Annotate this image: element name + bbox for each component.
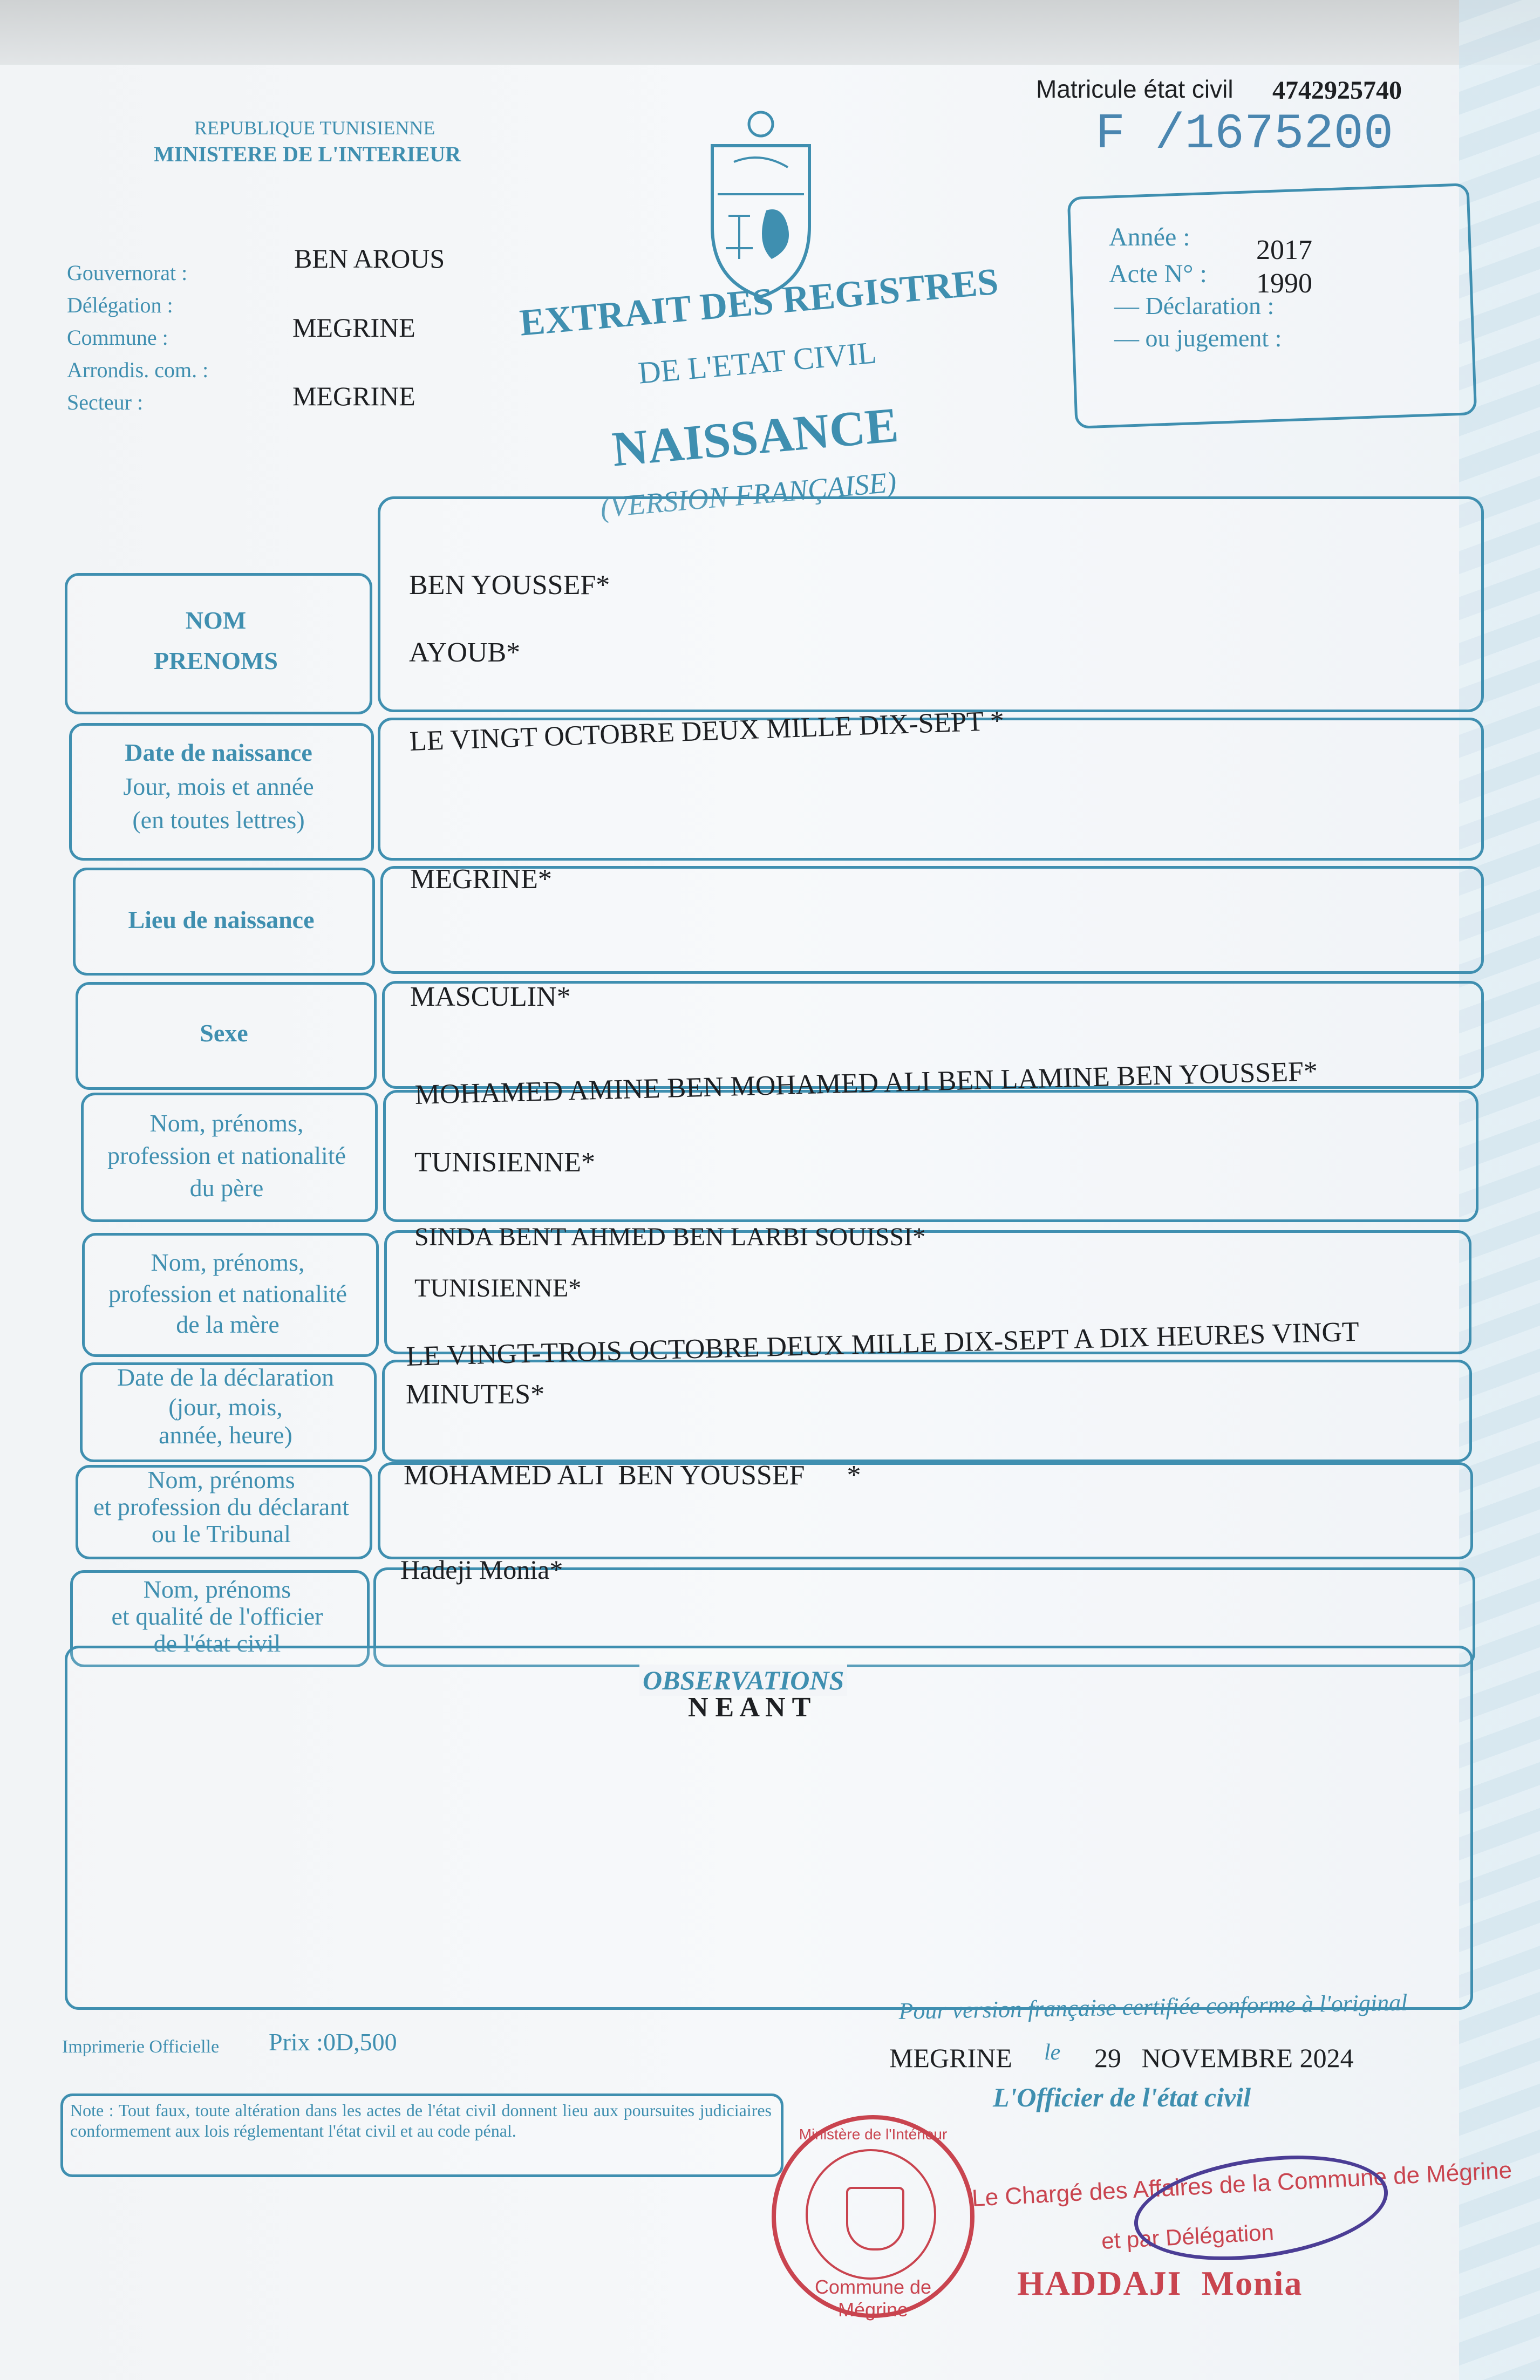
- le-label: le: [1044, 2040, 1061, 2065]
- observations-value: N E A N T: [688, 1692, 811, 1723]
- mere-label-1: Nom, prénoms,: [151, 1249, 305, 1276]
- ministry-label: MINISTERE DE L'INTERIEUR: [154, 142, 461, 166]
- officier-value: Hadeji Monia*: [400, 1554, 563, 1585]
- declarant-label-3: ou le Tribunal: [151, 1520, 291, 1547]
- lieu-value: MEGRINE*: [410, 864, 552, 895]
- lieu-label: Lieu de naissance: [128, 906, 315, 933]
- decl-label-1: Date de la déclaration: [117, 1363, 335, 1391]
- officer-title: L'Officier de l'état civil: [993, 2082, 1251, 2112]
- seal-top-text: Ministère de l'Intérieur: [799, 2126, 948, 2143]
- pere-label-3: du père: [189, 1174, 264, 1202]
- serial-number: F /1675200: [1095, 106, 1394, 162]
- annee-label: Année :: [1109, 223, 1190, 251]
- officier-label-2: et qualité de l'officier: [111, 1602, 323, 1630]
- secteur-value: MEGRINE: [292, 381, 415, 411]
- gouvernorat-value: BEN AROUS: [294, 243, 445, 274]
- dob-sublabel-1: Jour, mois et année: [123, 773, 314, 800]
- sexe-label: Sexe: [200, 1019, 248, 1047]
- mere-name-value: SINDA BENT AHMED BEN LARBI SOUISSI*: [414, 1223, 926, 1251]
- secteur-label: Secteur :: [67, 390, 144, 414]
- arrondissement-label: Arrondis. com. :: [67, 358, 209, 382]
- annee-value: 2017: [1256, 235, 1312, 265]
- decl-value-box: [382, 1360, 1472, 1462]
- mere-label-3: de la mère: [176, 1311, 280, 1338]
- declarant-label-2: et profession du déclarant: [93, 1493, 349, 1520]
- delegation-label-footer: et par Délégation: [1101, 2219, 1275, 2254]
- mere-nationality-value: TUNISIENNE*: [414, 1274, 582, 1302]
- acte-value: 1990: [1256, 268, 1312, 299]
- seal-text: Commune de Mégrine: [814, 2276, 932, 2321]
- decl-label-2: (jour, mois,: [168, 1393, 283, 1421]
- commune-label: Commune :: [67, 325, 168, 350]
- charge-label: Le Chargé des Affaires de la Commune de Mégrine: [971, 2157, 1513, 2212]
- pere-label-2: profession et nationalité: [107, 1142, 346, 1169]
- place-value: MEGRINE: [889, 2043, 1012, 2073]
- pere-label-1: Nom, prénoms,: [149, 1109, 304, 1137]
- title-line2: DE L'ETAT CIVIL: [637, 335, 878, 391]
- dob-label: Date de naissance: [125, 739, 312, 766]
- republic-label: REPUBLIQUE TUNISIENNE: [194, 117, 435, 139]
- title-main: NAISSANCE: [610, 397, 901, 477]
- officier-label-1: Nom, prénoms: [143, 1576, 291, 1603]
- decl-value-2: MINUTES*: [406, 1379, 545, 1410]
- decl-value-1: LE VINGT-TROIS OCTOBRE DEUX MILLE DIX-SEPT A DIX HEURES VINGT: [406, 1316, 1360, 1372]
- dob-value: LE VINGT OCTOBRE DEUX MILLE DIX-SEPT *: [409, 705, 1005, 757]
- observations-label: OBSERVATIONS: [639, 1665, 847, 1696]
- coat-of-arms-icon: [701, 108, 820, 302]
- delegation-label: Délégation :: [67, 293, 173, 317]
- nom-value-box: [378, 496, 1484, 712]
- imprimerie-label: Imprimerie Officielle: [62, 2037, 220, 2057]
- nom-value: BEN YOUSSEF*: [409, 570, 610, 601]
- jugement-label: — ou jugement :: [1114, 324, 1282, 352]
- prenoms-value: AYOUB*: [409, 637, 521, 668]
- pere-name-value: MOHAMED AMINE BEN MOHAMED ALI BEN LAMINE BEN YOUSSEF*: [414, 1056, 1318, 1110]
- acte-label: Acte N° :: [1109, 260, 1207, 288]
- declaration-label: — Déclaration :: [1114, 292, 1275, 319]
- nom-label: NOM: [185, 606, 247, 634]
- title-line1: EXTRAIT DES REGISTRES: [518, 261, 1000, 344]
- sexe-value: MASCULIN*: [410, 981, 571, 1012]
- certified-label: Pour version française certifiée conforme à l'original: [898, 1989, 1408, 2024]
- title-version: (VERSION FRANÇAISE): [599, 466, 898, 524]
- prenoms-label: PRENOMS: [154, 647, 278, 674]
- decl-label-3: année, heure): [159, 1421, 292, 1449]
- prix-label: Prix :0D,500: [269, 2028, 397, 2056]
- official-seal-icon: [772, 2115, 975, 2321]
- mere-label-2: profession et nationalité: [108, 1280, 347, 1307]
- legal-note: Note : Tout faux, toute altération dans les actes de l'état civil donnent lieu aux poursuites judiciaires conformement aux lois réglementant l'état civil et au code pénal.: [70, 2101, 772, 2140]
- date-value: 29 NOVEMBRE 2024: [1094, 2043, 1354, 2073]
- matricule-label: Matricule état civil: [1036, 75, 1234, 103]
- declarant-label-1: Nom, prénoms: [147, 1466, 295, 1494]
- declarant-value: MOHAMED ALI BEN YOUSSEF *: [404, 1460, 861, 1491]
- officier-label-3: de l'état civil: [153, 1629, 281, 1657]
- pere-nationality-value: TUNISIENNE*: [414, 1147, 596, 1178]
- matricule-value: 4742925740: [1272, 76, 1402, 105]
- gouvernorat-label: Gouvernorat :: [67, 261, 188, 285]
- dob-sublabel-2: (en toutes lettres): [132, 806, 305, 834]
- signature-name: HADDAJI Monia: [1017, 2264, 1303, 2302]
- commune-value: MEGRINE: [292, 312, 415, 343]
